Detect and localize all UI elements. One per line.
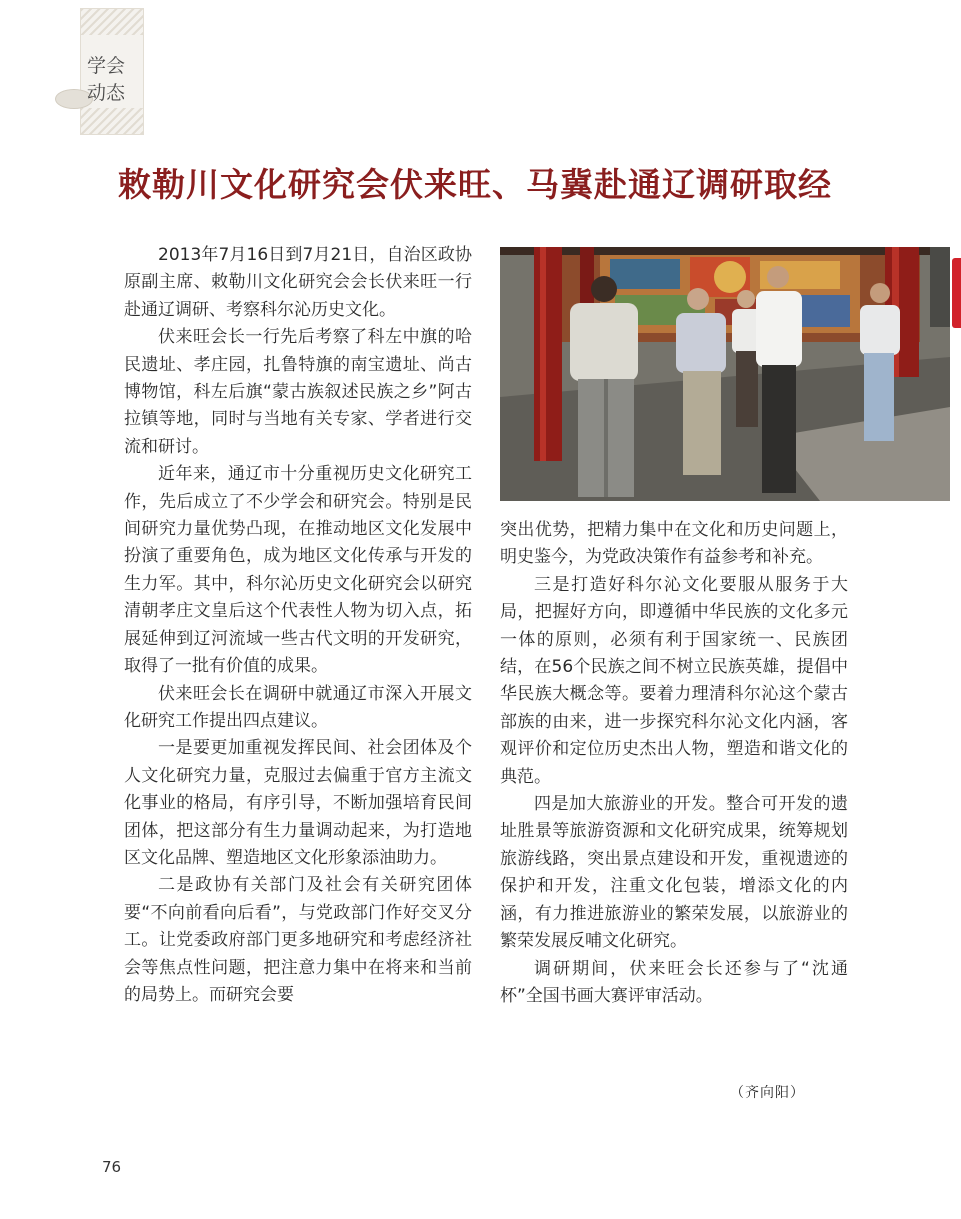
paragraph-suggestion-four: 四是加大旅游业的开发。整合可开发的遗址胜景等旅游资源和文化研究成果，统筹规划旅游线路，突出景点建设和开发，重视遗迹的保护和开发，注重文化包装，增添文化的内涵，有力推进旅游业的繁荣发展，以旅游业的繁荣发展反哺文化研究。: [500, 794, 848, 952]
paragraph-suggestions-intro: 伏来旺会长在调研中就通辽市深入开展文化研究工作提出四点建议。: [124, 683, 472, 731]
paragraph-closing: 调研期间，伏来旺会长还参与了“沈通杯”全国书画大赛评审活动。: [500, 958, 848, 1006]
left-column: [124, 242, 472, 1009]
paragraph-suggestion-three: 三是打造好科尔沁文化要服从服务于大局，把握好方向，即遵循中华民族的文化多元一体的原则，必须有利于国家统一、民族团结，在56个民族之间不树立民族英雄，提倡中华民族大概念等。要着力理清科尔沁这个蒙古部族的由来，进一步探究科尔沁文化内涵，客观评价和定位历史杰出人物，塑造和谐文化的典范。: [500, 574, 848, 787]
author-byline: （齐向阳）: [730, 1085, 805, 1101]
article-photo: [500, 247, 950, 501]
paragraph-suggestion-two: 二是政协有关部门及社会有关研究团体要“不向前看向后看”，与党政部门作好交叉分工。让党委政府部门更多地研究和考虑经济社会等焦点性问题，把注意力集中在将来和当前的局势上。而研究会要: [124, 875, 472, 1005]
paragraph-suggestion-one: 一是要更加重视发挥民间、社会团体及个人文化研究力量，克服过去偏重于官方主流文化事业的格局，有序引导，不断加强培育民间团体，把这部分有生力量调动起来，为打造地区文化品牌、塑造地区文化形象添油助力。: [124, 738, 472, 868]
paragraph-suggestion-two-continued: 突出优势，把精力集中在文化和历史问题上，明史鉴今，为党政决策作有益参考和补充。: [500, 520, 848, 568]
badge-pattern-top: [81, 9, 143, 35]
section-badge-label: 学会动态: [87, 55, 126, 104]
paragraph-inspection: 伏来旺会长一行先后考察了科左中旗的哈民遗址、孝庄园，扎鲁特旗的南宝遗址、尚古博物馆，科左后旗“蒙古族叙述民族之乡”阿古拉镇等地，同时与当地有关专家、学者进行交流和研讨。: [124, 327, 472, 457]
section-badge: [80, 8, 144, 135]
accent-tab: [952, 258, 961, 328]
paragraph-background: 近年来，通辽市十分重视历史文化研究工作，先后成立了不少学会和研究会。特别是民间研究力量优势凸现，在推动地区文化发展中扮演了重要角色，成为地区文化传承与开发的生力军。其中，科尔沁历史文化研究会以研究清朝孝庄文皇后这个代表性人物为切入点，拓展延伸到辽河流域一些古代文明的开发研究，取得了一批有价值的成果。: [124, 464, 472, 677]
paragraph-intro: 2013年7月16日到7月21日，自治区政协原副主席、敕勒川文化研究会会长伏来旺一行赴通辽调研、考察科尔沁历史文化。: [124, 245, 472, 320]
badge-pattern-bottom: [81, 108, 143, 134]
article-title: 敕勒川文化研究会伏来旺、马冀赴通辽调研取经: [118, 165, 832, 204]
page-number: 76: [102, 1158, 122, 1176]
temple-visit-image: [500, 247, 950, 501]
right-column: [500, 517, 848, 1010]
